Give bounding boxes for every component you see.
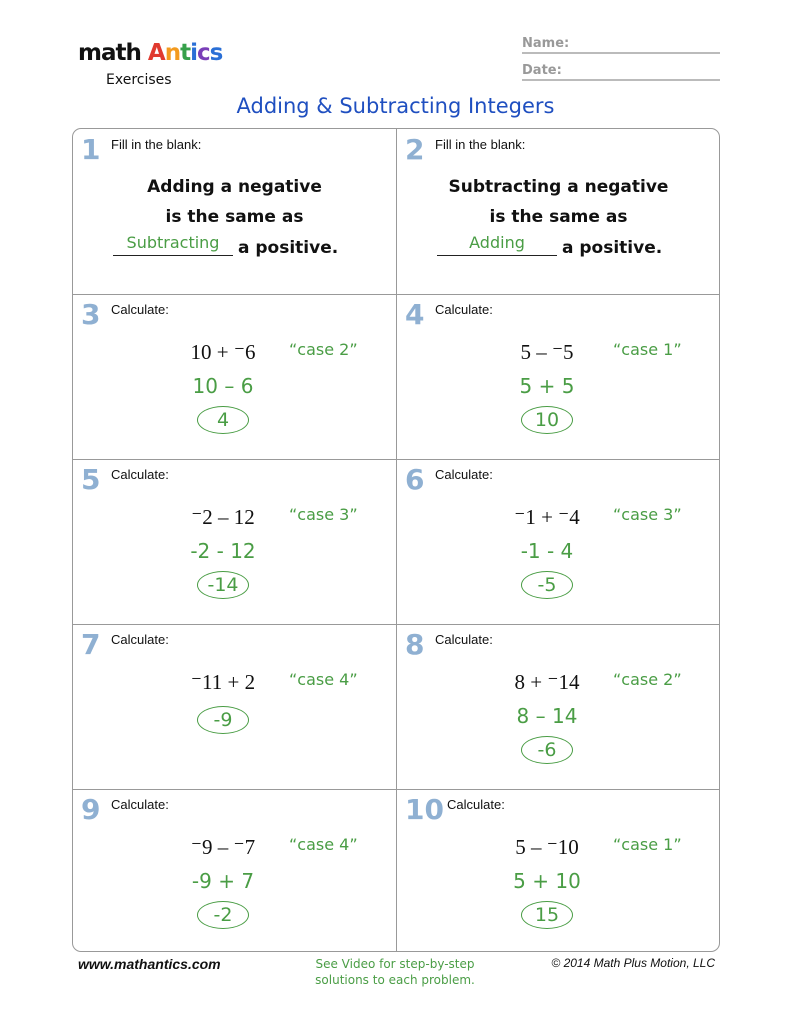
- instruction: Calculate:: [111, 797, 169, 812]
- circled-answer: 4: [197, 406, 249, 434]
- case-label: “case 2”: [289, 340, 358, 359]
- statement-line2: is the same as: [489, 207, 628, 227]
- math-antics-logo: math Antics: [78, 40, 223, 66]
- problem-cell: [73, 459, 396, 624]
- exercise-grid: [72, 128, 720, 952]
- answer-blank[interactable]: Subtracting: [113, 233, 233, 256]
- work-step: -9 + 7: [191, 869, 255, 893]
- circled-answer: -14: [197, 571, 249, 599]
- problem-number: 9: [81, 793, 101, 826]
- statement-line1: Adding a negative: [147, 177, 322, 197]
- problem-number: 7: [81, 628, 101, 661]
- work-step: 5 + 10: [513, 869, 581, 893]
- expression: ⁻2 – 12: [191, 505, 255, 529]
- problem-cell: [397, 789, 720, 954]
- case-label: “case 2”: [613, 670, 682, 689]
- work-step: -1 - 4: [520, 539, 574, 563]
- circled-answer: 15: [521, 901, 573, 929]
- instruction: Calculate:: [111, 302, 169, 317]
- statement-tail: a positive.: [238, 238, 339, 258]
- problem-cell: [73, 789, 396, 954]
- work-step: -2 - 12: [190, 539, 256, 563]
- instruction: Calculate:: [111, 632, 169, 647]
- copyright: © 2014 Math Plus Motion, LLC: [551, 956, 715, 970]
- problem-cell: [397, 294, 720, 459]
- circled-answer: -2: [197, 901, 249, 929]
- expression: 5 – ⁻10: [515, 835, 579, 859]
- work-step: 5 + 5: [519, 374, 575, 398]
- instruction: Fill in the blank:: [111, 137, 202, 152]
- video-note-line2: solutions to each problem.: [315, 973, 475, 987]
- case-label: “case 1”: [613, 340, 682, 359]
- expression: 5 – ⁻5: [520, 340, 574, 364]
- work-step: 10 – 6: [192, 374, 254, 398]
- instruction: Fill in the blank:: [435, 137, 526, 152]
- instruction: Calculate:: [435, 302, 493, 317]
- statement-line1: Subtracting a negative: [448, 177, 669, 197]
- circled-answer: -9: [197, 706, 249, 734]
- problem-cell: [397, 459, 720, 624]
- statement-line2: is the same as: [165, 207, 304, 227]
- problem-number: 4: [405, 298, 425, 331]
- problem-number: 6: [405, 463, 425, 496]
- case-label: “case 3”: [613, 505, 682, 524]
- instruction: Calculate:: [111, 467, 169, 482]
- date-field[interactable]: Date:: [522, 63, 720, 81]
- logo-subtitle: Exercises: [106, 72, 172, 88]
- expression: 8 + ⁻14: [514, 670, 580, 694]
- problem-cell: [397, 624, 720, 789]
- instruction: Calculate:: [447, 797, 505, 812]
- name-field[interactable]: Name:: [522, 36, 720, 54]
- case-label: “case 4”: [289, 670, 358, 689]
- problem-number: 8: [405, 628, 425, 661]
- case-label: “case 1”: [613, 835, 682, 854]
- statement-tail: a positive.: [562, 238, 663, 258]
- problem-number: 2: [405, 133, 425, 166]
- expression: 10 + ⁻6: [190, 340, 256, 364]
- case-label: “case 4”: [289, 835, 358, 854]
- circled-answer: -5: [521, 571, 573, 599]
- expression: ⁻1 + ⁻4: [514, 505, 580, 529]
- problem-number: 3: [81, 298, 101, 331]
- page-title: Adding & Subtracting Integers: [236, 94, 555, 118]
- work-step: 8 – 14: [516, 704, 578, 728]
- website-link[interactable]: www.mathantics.com: [78, 956, 221, 972]
- circled-answer: -6: [521, 736, 573, 764]
- problem-number: 10: [405, 793, 444, 826]
- expression: ⁻9 – ⁻7: [190, 835, 256, 859]
- problem-cell: [73, 624, 396, 789]
- problem-number: 5: [81, 463, 101, 496]
- instruction: Calculate:: [435, 467, 493, 482]
- instruction: Calculate:: [435, 632, 493, 647]
- video-note-line1: See Video for step-by-step: [315, 957, 475, 971]
- expression: ⁻11 + 2: [190, 670, 256, 694]
- problem-cell: [73, 294, 396, 459]
- fill-in-cell: [73, 129, 396, 294]
- fill-in-cell: [397, 129, 720, 294]
- problem-number: 1: [81, 133, 101, 166]
- case-label: “case 3”: [289, 505, 358, 524]
- answer-blank[interactable]: Adding: [437, 233, 557, 256]
- circled-answer: 10: [521, 406, 573, 434]
- video-note: [280, 956, 510, 988]
